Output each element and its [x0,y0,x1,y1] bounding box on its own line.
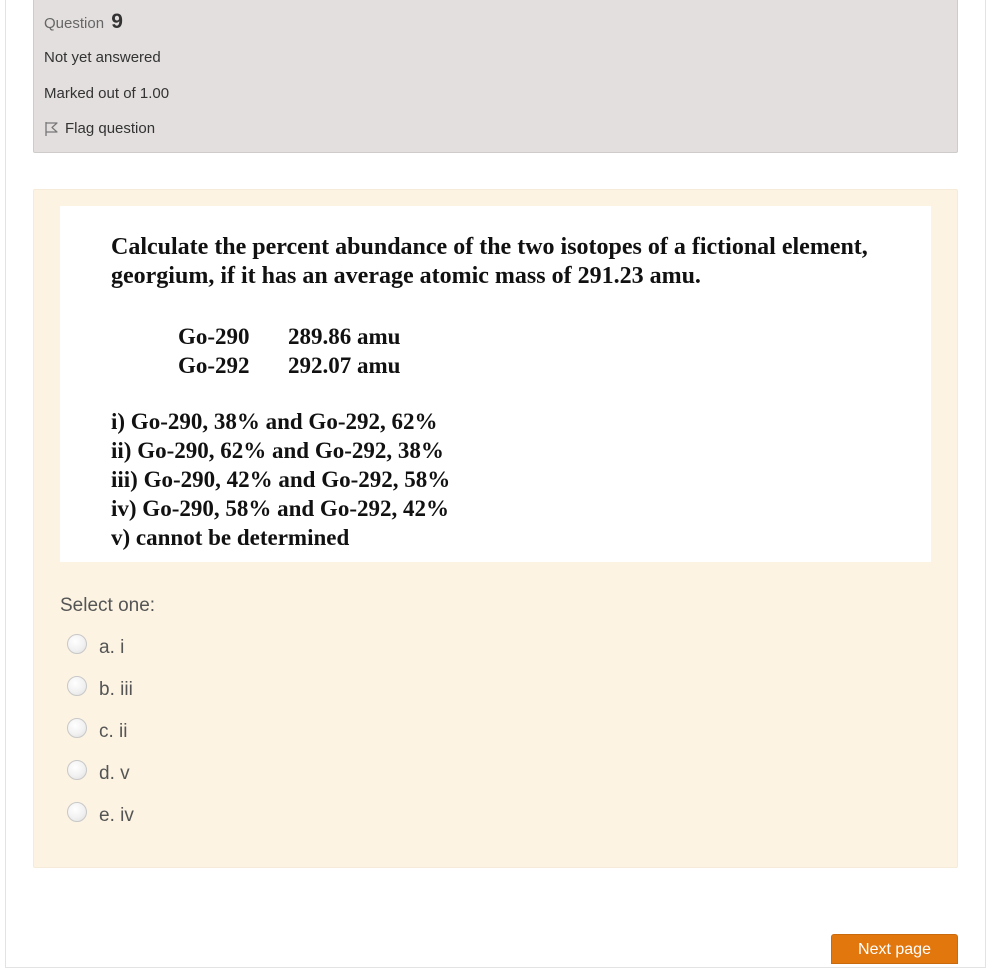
choice-item: ii) Go-290, 62% and Go-292, 38% [111,438,444,463]
answer-label: e. iv [99,805,134,826]
choice-item: iii) Go-290, 42% and Go-292, 58% [111,467,451,492]
choice-item: i) Go-290, 38% and Go-292, 62% [111,409,438,434]
question-grade: Marked out of 1.00 [44,85,170,102]
radio-button[interactable] [67,802,87,822]
answer-label: d. v [99,763,130,784]
isotope-table [178,322,400,380]
question-label-text: Question [44,15,105,32]
radio-button[interactable] [67,718,87,738]
flag-question-link[interactable] [44,120,155,137]
radio-button[interactable] [67,676,87,696]
isotope-name: Go-292 [178,353,250,378]
answer-option-b[interactable] [67,669,134,711]
answer-option-c[interactable] [67,711,134,753]
answer-label: b. iii [99,679,133,700]
isotope-mass: 292.07 amu [288,353,401,378]
question-number-label [44,10,123,34]
next-page-button[interactable]: Next page [831,934,958,964]
choice-item: v) cannot be determined [111,525,350,550]
choice-list [111,407,450,552]
question-info-panel [33,0,958,153]
isotope-row [178,351,400,380]
flag-icon [44,121,59,137]
flag-question-label: Flag question [65,120,156,137]
select-one-label: Select one: [60,595,156,616]
isotope-mass: 289.86 amu [288,324,401,349]
answer-options [67,627,134,837]
question-image [60,206,931,562]
question-number: 9 [111,10,123,33]
isotope-name: Go-290 [178,324,250,349]
isotope-row [178,322,400,351]
answer-option-a[interactable] [67,627,134,669]
question-state: Not yet answered [44,49,161,66]
radio-button[interactable] [67,634,87,654]
choice-item: iv) Go-290, 58% and Go-292, 42% [111,496,449,521]
answer-label: c. ii [99,721,128,742]
question-prompt: Calculate the percent abundance of the two isotopes of a fictional element, georgium, if it has an average atomic mass of 291.23 amu. [111,234,868,289]
answer-option-d[interactable] [67,753,134,795]
answer-label: a. i [99,637,125,658]
radio-button[interactable] [67,760,87,780]
answer-option-e[interactable] [67,795,134,837]
question-content [33,189,958,868]
